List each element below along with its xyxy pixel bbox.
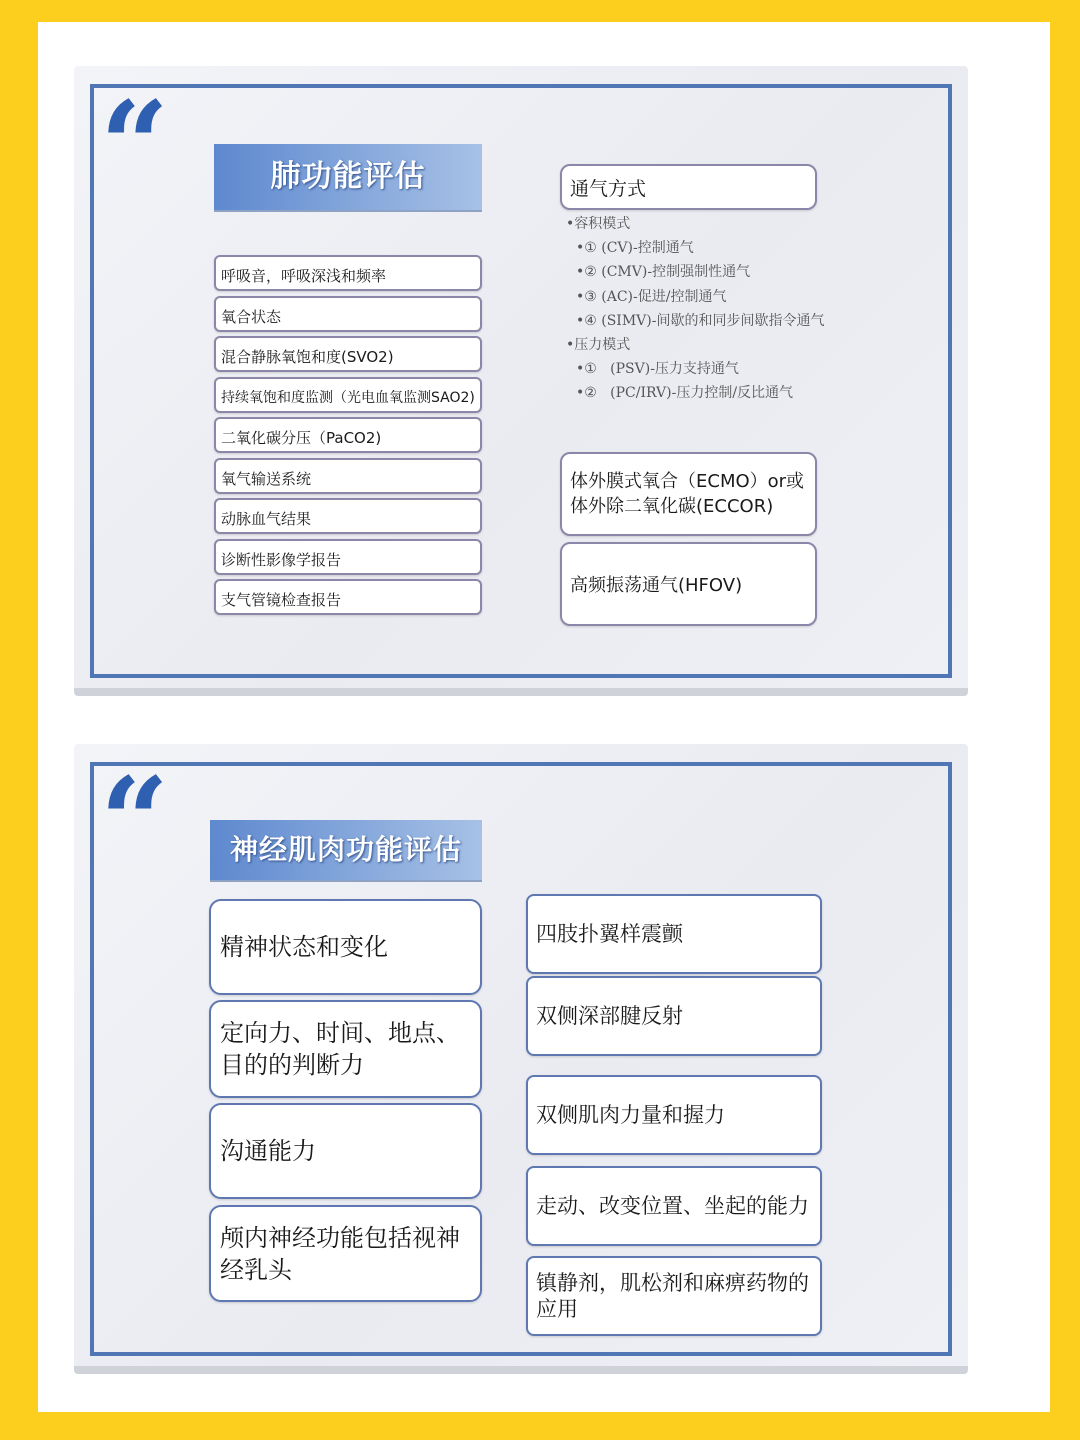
- neuro-left-item: 定向力、时间、地点、目的的判断力: [209, 1000, 482, 1098]
- quote-mark-icon: “: [100, 751, 170, 892]
- slide-lung-function: [74, 66, 968, 696]
- lung-item: 持续氧饱和度监测（光电血氧监测SAO2): [214, 377, 482, 413]
- pressure-mode-item: •① (PSV)-压力支持通气: [576, 361, 739, 378]
- ecmo-box: 体外膜式氧合（ECMO）or或体外除二氧化碳(ECCOR): [560, 452, 817, 536]
- slide-title: 神经肌肉功能评估: [210, 820, 482, 882]
- volume-mode-item: •④ (SIMV)-间歇的和同步间歇指令通气: [576, 312, 825, 329]
- neuro-left-item: 精神状态和变化: [209, 899, 482, 995]
- lung-item: 动脉血气结果: [214, 498, 482, 534]
- volume-mode-item: •① (CV)-控制通气: [576, 240, 694, 257]
- ventilation-title: 通气方式: [560, 164, 817, 210]
- neuro-right-item: 四肢扑翼样震颤: [526, 894, 822, 974]
- slide-title: 肺功能评估: [214, 144, 482, 212]
- lung-item: 氧气输送系统: [214, 458, 482, 494]
- lung-item: 氧合状态: [214, 296, 482, 332]
- neuro-right-item: 双侧深部腱反射: [526, 976, 822, 1056]
- volume-mode-item: •③ (AC)-促进/控制通气: [576, 288, 727, 305]
- neuro-right-item: 双侧肌肉力量和握力: [526, 1075, 822, 1155]
- lung-item: 支气管镜检查报告: [214, 579, 482, 615]
- ventilation-mode-list: [566, 212, 824, 406]
- lung-item: 诊断性影像学报告: [214, 539, 482, 575]
- quote-mark-icon: “: [100, 75, 170, 216]
- neuro-left-item: 沟通能力: [209, 1103, 482, 1199]
- lung-item: 呼吸音，呼吸深浅和频率: [214, 255, 482, 291]
- lung-item: 混合静脉氧饱和度(SVO2): [214, 336, 482, 372]
- neuro-right-item: 镇静剂，肌松剂和麻痹药物的应用: [526, 1256, 822, 1336]
- neuro-left-item: 颅内神经功能包括视神经乳头: [209, 1205, 482, 1302]
- pressure-mode-heading: •压力模式: [566, 337, 631, 354]
- volume-mode-item: •② (CMV)-控制强制性通气: [576, 264, 751, 281]
- hfov-box: 高频振荡通气(HFOV): [560, 542, 817, 626]
- volume-mode-heading: •容积模式: [566, 216, 631, 232]
- lung-item: 二氧化碳分压（PaCO2): [214, 417, 482, 453]
- pressure-mode-item: •② (PC/IRV)-压力控制/反比通气: [576, 385, 794, 402]
- neuro-right-item: 走动、改变位置、坐起的能力: [526, 1166, 822, 1246]
